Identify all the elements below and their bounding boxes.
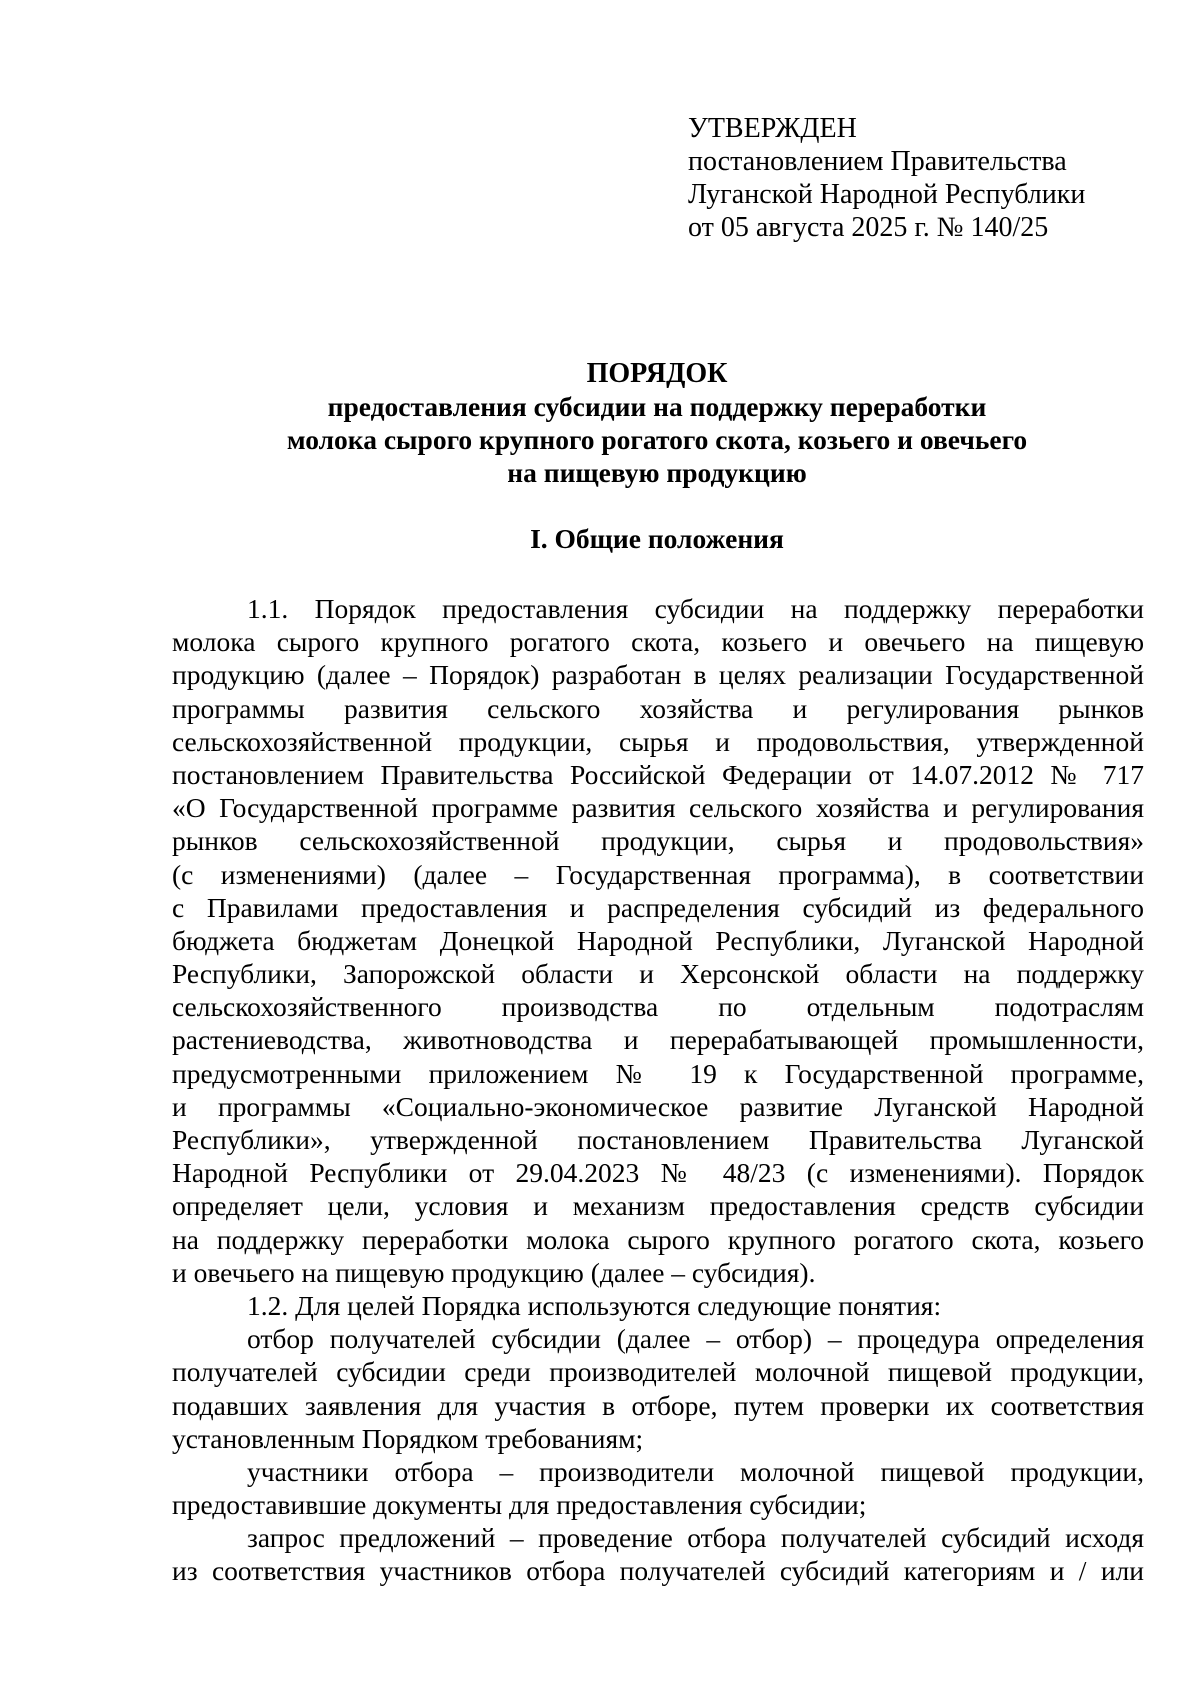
document-body (172, 592, 1144, 1588)
approval-line: Луганской Народной Республики (688, 179, 1086, 210)
paragraph-line: из соответствия участников отбора получателей субсидий категориям и / или (172, 1555, 1144, 1587)
document-title-block (170, 357, 1144, 489)
paragraph-line: программы развития сельского хозяйства и регулирования рынков (172, 692, 1144, 724)
paragraph-line: «О Государственной программе развития сельского хозяйства и регулирования (172, 792, 1144, 824)
paragraph-line: с Правилами предоставления и распределения субсидий из федерального (172, 891, 1144, 923)
section-heading: I. Общие положения (530, 523, 784, 554)
paragraph-line: и овечьего на пищевую продукцию (далее – субсидия). (172, 1256, 816, 1288)
paragraph-line: рынков сельскохозяйственной продукции, сырья и продовольствия» (172, 825, 1144, 857)
approval-title: УТВЕРЖДЕН (688, 113, 857, 144)
paragraph-line: и программы «Социально-экономическое развитие Луганской Народной (172, 1090, 1144, 1122)
paragraph-line: растениеводства, животноводства и перерабатывающей промышленности, (172, 1024, 1144, 1056)
paragraph-line: подавших заявления для участия в отборе, путем проверки их соответствия (172, 1389, 1144, 1421)
paragraph-line: получателей субсидии среди производителей молочной пищевой продукции, (172, 1356, 1144, 1388)
paragraph-line: Республики», утвержденной постановлением Правительства Луганской (172, 1124, 1144, 1155)
paragraph-line: сельскохозяйственного производства по отдельным подотраслям (172, 991, 1144, 1023)
paragraph-line: определяет цели, условия и механизм предоставления средств субсидии (172, 1190, 1144, 1222)
paragraph-line: установленным Порядком требованиям; (172, 1422, 644, 1454)
paragraph-line: запрос предложений – проведение отбора получателей субсидий исходя (247, 1522, 1144, 1554)
paragraph-line: предусмотренными приложением № 19 к Государственной программе, (172, 1057, 1144, 1089)
paragraph-line: (с изменениями) (далее – Государственная программа), в соответствии (172, 858, 1144, 890)
document-subtitle-line: на пищевую продукцию (507, 457, 807, 488)
document-title: ПОРЯДОК (586, 358, 728, 389)
paragraph-line: предоставившие документы для предоставления субсидии; (172, 1489, 867, 1521)
paragraph-line: постановлением Правительства Российской Федерации от 14.07.2012 № 717 (172, 758, 1144, 790)
paragraph-line: на поддержку переработки молока сырого крупного рогатого скота, козьего (172, 1223, 1144, 1255)
paragraph-line: 1.1. Порядок предоставления субсидии на поддержку переработки (247, 593, 1144, 624)
paragraph-line: сельскохозяйственной продукции, сырья и продовольствия, утвержденной (172, 725, 1144, 757)
paragraph-line: 1.2. Для целей Порядка используются следующие понятия: (247, 1289, 942, 1321)
paragraph-line: молока сырого крупного рогатого скота, козьего и овечьего на пищевую (172, 626, 1144, 658)
approval-line: постановлением Правительства (688, 146, 1067, 177)
paragraph-line: Республики, Запорожской области и Херсонской области на поддержку (172, 958, 1144, 990)
paragraph-line: бюджета бюджетам Донецкой Народной Республики, Луганской Народной (172, 924, 1144, 956)
paragraph-line: участники отбора – производители молочной пищевой продукции, (247, 1455, 1144, 1487)
approval-date-number: от 05 августа 2025 г. № 140/25 (688, 212, 1049, 243)
paragraph-line: продукцию (далее – Порядок) разработан в целях реализации Государственной (172, 659, 1144, 691)
paragraph-line: отбор получателей субсидии (далее – отбор) – процедура определения (247, 1323, 1144, 1355)
paragraph-line: Народной Республики от 29.04.2023 № 48/23 (с изменениями). Порядок (172, 1157, 1144, 1189)
document-subtitle-line: молока сырого крупного рогатого скота, козьего и овечьего (286, 424, 1028, 455)
document-subtitle-line: предоставления субсидии на поддержку переработки (327, 391, 987, 422)
approval-stamp-block (688, 112, 1085, 244)
